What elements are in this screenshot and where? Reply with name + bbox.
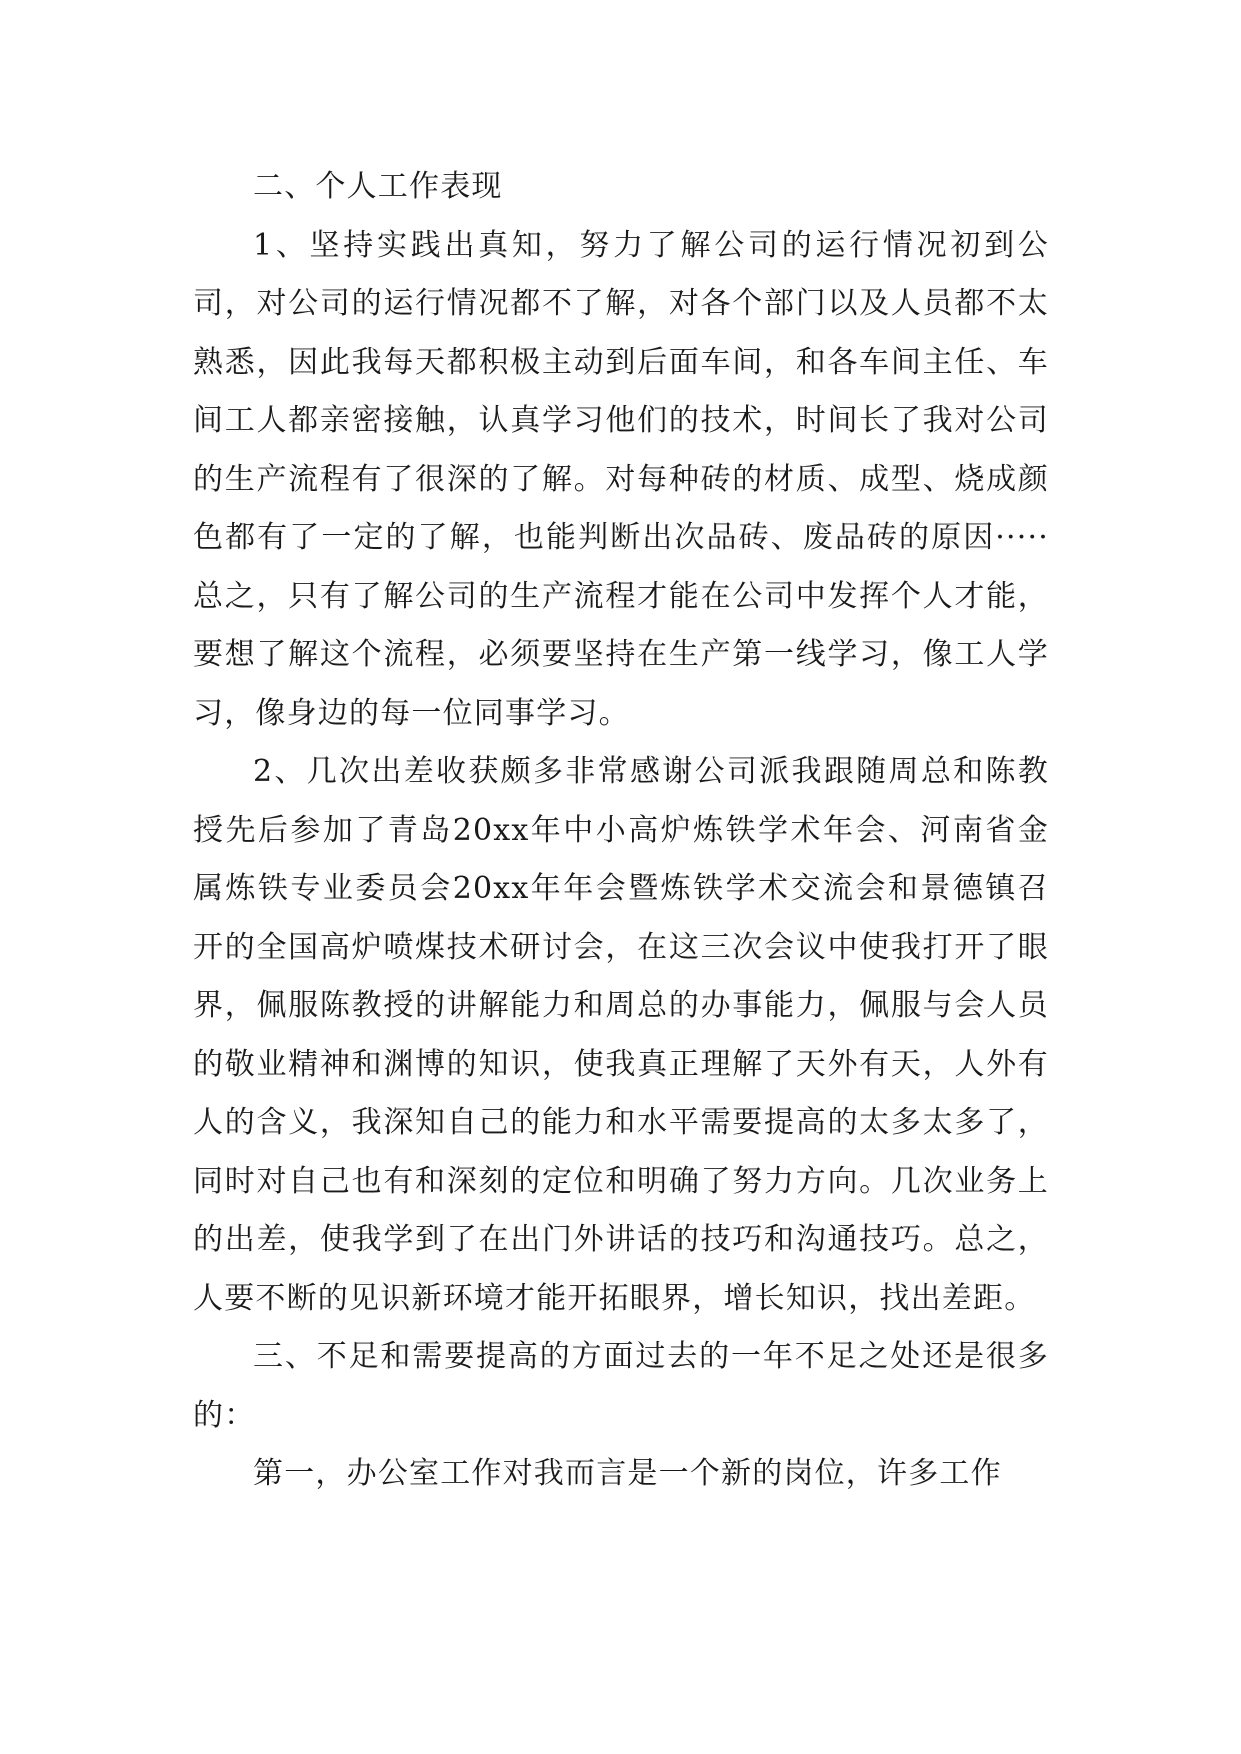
document-body <box>193 158 1049 1504</box>
paragraph-practice: 1、坚持实践出真知，努力了解公司的运行情况初到公司，对公司的运行情况都不了解，对各个部门以及人员都不太熟悉，因此我每天都积极主动到后面车间，和各车间主任、车间工人都亲密接触，认真学习他们的技术，时间长了我对公司的生产流程有了很深的了解。对每种砖的材质、成型、烧成颜色都有了一定的了解，也能判断出次品砖、废品砖的原因·····总之，只有了解公司的生产流程才能在公司中发挥个人才能，要想了解这个流程，必须要坚持在生产第一线学习，像工人学习，像身边的每一位同事学习。 <box>193 227 1049 731</box>
paragraph-first-shortcoming: 第一，办公室工作对我而言是一个新的岗位，许多工作 <box>253 1456 1002 1491</box>
section-heading-personal-performance: 二、个人工作表现 <box>253 169 503 204</box>
section-heading-shortcomings: 三、不足和需要提高的方面过去的一年不足之处还是很多的： <box>193 1339 1049 1433</box>
paragraph-business-trips: 2、几次出差收获颇多非常感谢公司派我跟随周总和陈教授先后参加了青岛20xx年中小高炉炼铁学术年会、河南省金属炼铁专业委员会20xx年年会暨炼铁学术交流会和景德镇召开的全国高炉喷煤技术研讨会，在这三次会议中使我打开了眼界，佩服陈教授的讲解能力和周总的办事能力，佩服与会人员的敬业精神和渊博的知识，使我真正理解了天外有天，人外有人的含义，我深知自己的能力和水平需要提高的太多太多了，同时对自己也有和深刻的定位和明确了努力方向。几次业务上的出差，使我学到了在出门外讲话的技巧和沟通技巧。总之，人要不断的见识新环境才能开拓眼界，增长知识，找出差距。 <box>193 754 1049 1316</box>
